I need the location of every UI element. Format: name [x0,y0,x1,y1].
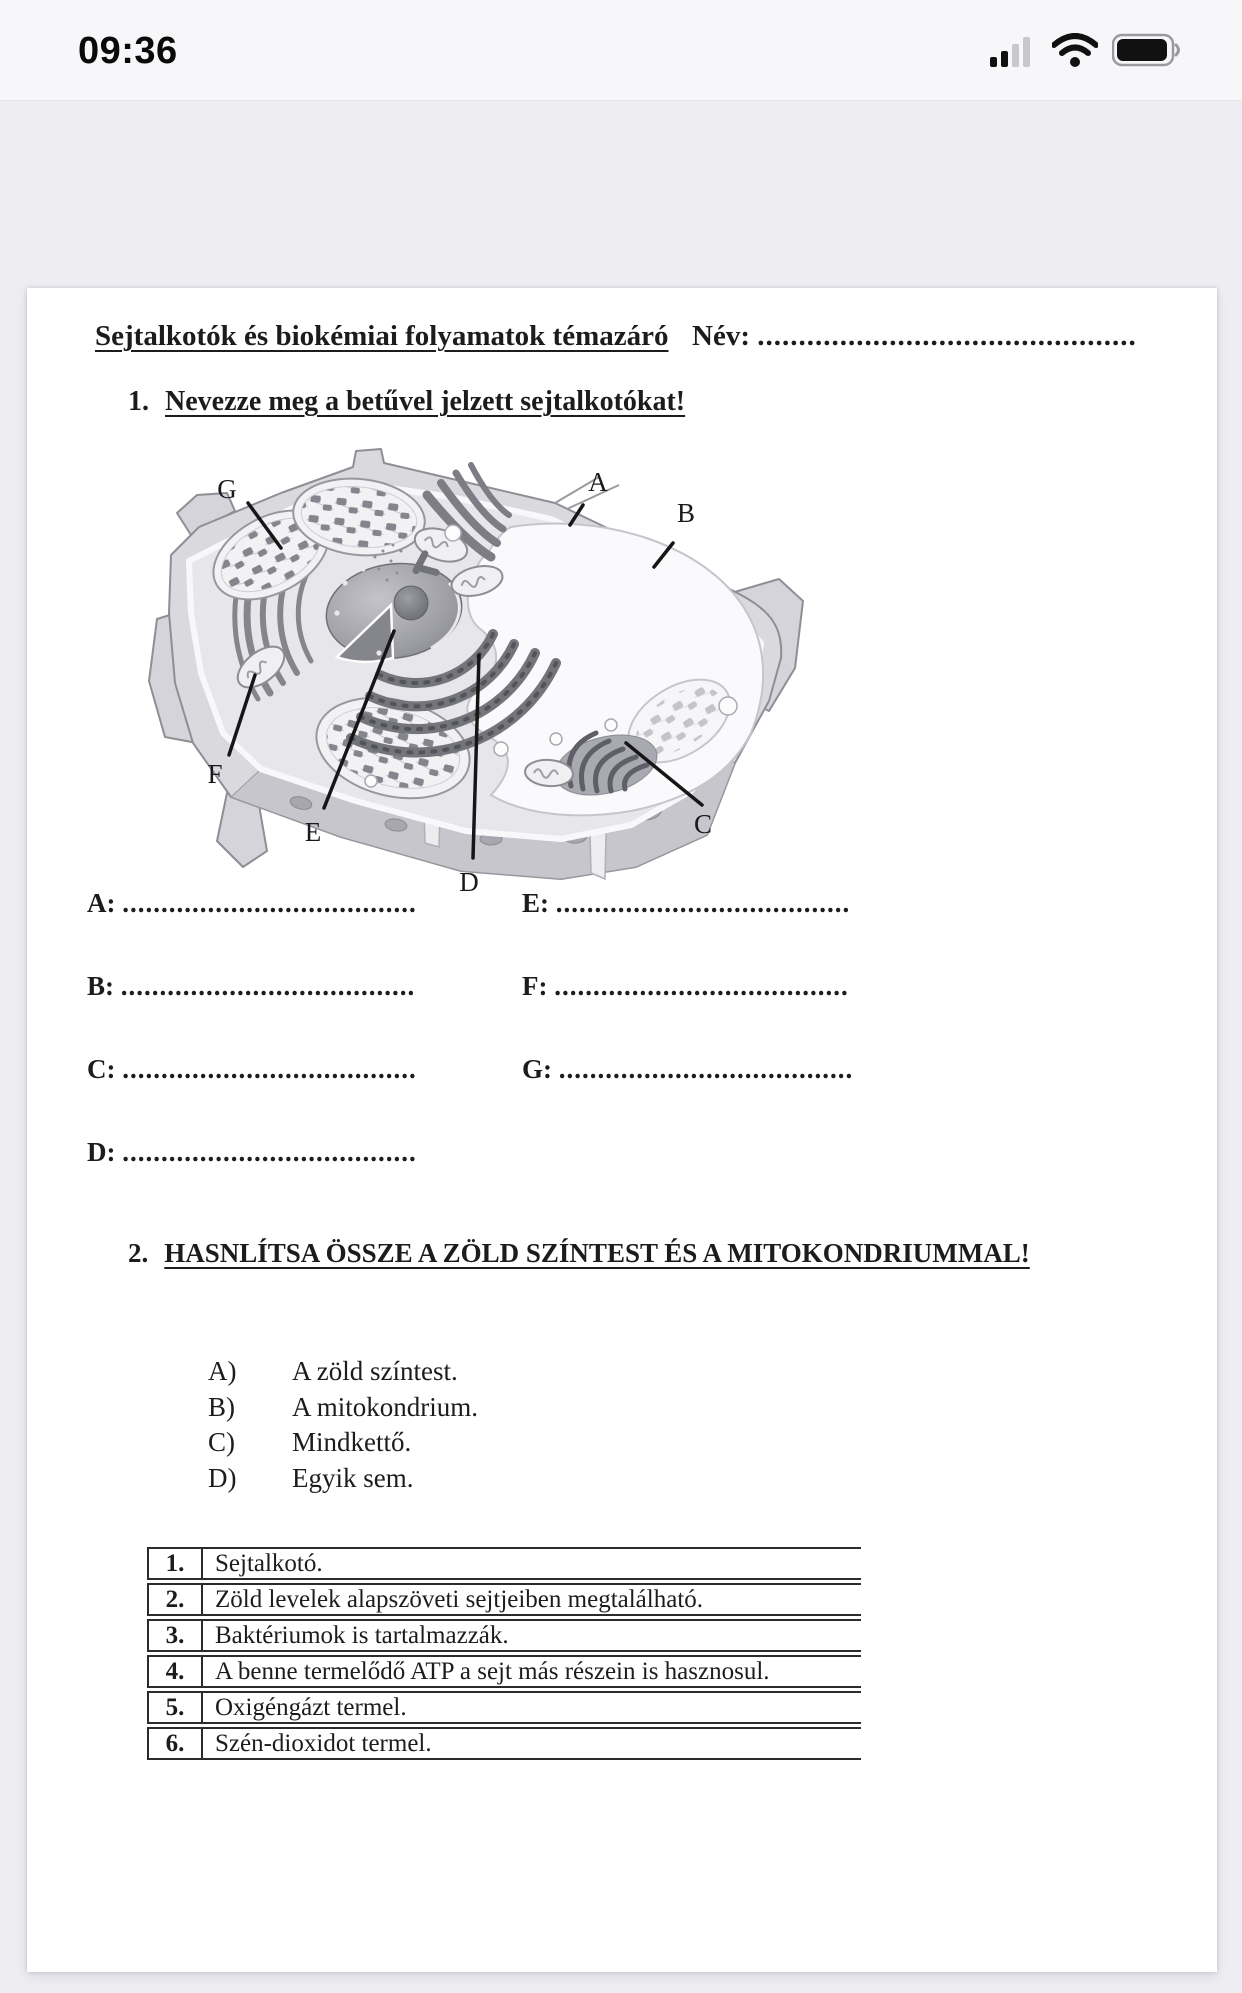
answer-line: ...................................... [554,971,849,1001]
row-text: Szén-dioxidot termel. [201,1727,861,1760]
name-field [692,320,1137,353]
answer-blank-b: B: ...................................... [87,971,416,1001]
wifi-icon [1052,33,1098,72]
cellular-signal-icon [990,33,1038,72]
table-row [147,1691,861,1724]
answer-blank-d: D: ...................................... [87,1137,417,1167]
diagram-label-c: C [693,809,713,839]
name-blank-line: .............................................. [757,320,1137,352]
answer-line: ...................................... [555,888,851,918]
row-number: 6. [147,1727,201,1760]
row-text: Oxigéngázt termel. [201,1691,861,1724]
table-row [147,1547,861,1580]
question2-heading [128,1238,1030,1269]
diagram-label-d: D [459,867,479,895]
row-text: Baktériumok is tartalmazzák. [201,1619,861,1652]
status-bar-icons [990,30,1182,74]
worksheet-page [27,288,1217,1972]
answer-blank-c: C: ...................................... [87,1054,417,1084]
option-c: C) Mindkettő. [208,1427,412,1457]
diagram-label-b: B [676,498,696,528]
diagram-label-g: G [217,474,237,504]
row-number: 3. [147,1619,201,1652]
question1-number: 1. [128,386,149,417]
answer-blank-a: A: ...................................... [87,888,417,918]
diagram-label-a: A [588,467,608,497]
answer-line: ...................................... [122,1137,417,1167]
worksheet-title: Sejtalkotók és biokémiai folyamatok témazáró [95,320,669,352]
row-text: A benne termelődő ATP a sejt más részein is hasznosul. [201,1655,861,1688]
status-bar [0,0,1242,101]
option-d: D) Egyik sem. [208,1463,414,1493]
statements-table [147,1547,861,1763]
answer-line: ...................................... [122,1054,417,1084]
row-text: Sejtalkotó. [201,1547,861,1580]
table-row [147,1583,861,1616]
answer-blank-g: G: ...................................... [522,1054,854,1084]
row-number: 4. [147,1655,201,1688]
status-bar-time: 09:36 [78,30,178,72]
plant-cell-diagram [131,443,825,895]
answer-blank-e: E: ...................................... [522,888,851,918]
table-row [147,1727,861,1760]
row-text: Zöld levelek alapszöveti sejtjeiben megtalálható. [201,1583,861,1616]
row-number: 5. [147,1691,201,1724]
answer-blank-f: F: ...................................... [522,971,849,1001]
option-b: B) A mitokondrium. [208,1392,479,1422]
diagram-label-e: E [304,817,322,847]
question2-number: 2. [128,1238,149,1268]
question2-text: HASNLÍTSA ÖSSZE A ZÖLD SZÍNTEST ÉS A MITOKONDRIUMMAL! [164,1238,1030,1268]
diagram-label-f: F [207,759,223,789]
answer-line: ...................................... [120,971,416,1001]
row-number: 2. [147,1583,201,1616]
answer-line: ...................................... [122,888,417,918]
name-label: Név: [692,320,750,352]
question1-text: Nevezze meg a betűvel jelzett sejtalkotókat! [165,386,686,417]
row-number: 1. [147,1547,201,1580]
answer-line: ...................................... [558,1054,854,1084]
battery-icon [1112,33,1182,72]
option-a: A) A zöld színtest. [208,1356,458,1386]
table-row [147,1619,861,1652]
question1-heading [128,386,685,418]
table-row [147,1655,861,1688]
